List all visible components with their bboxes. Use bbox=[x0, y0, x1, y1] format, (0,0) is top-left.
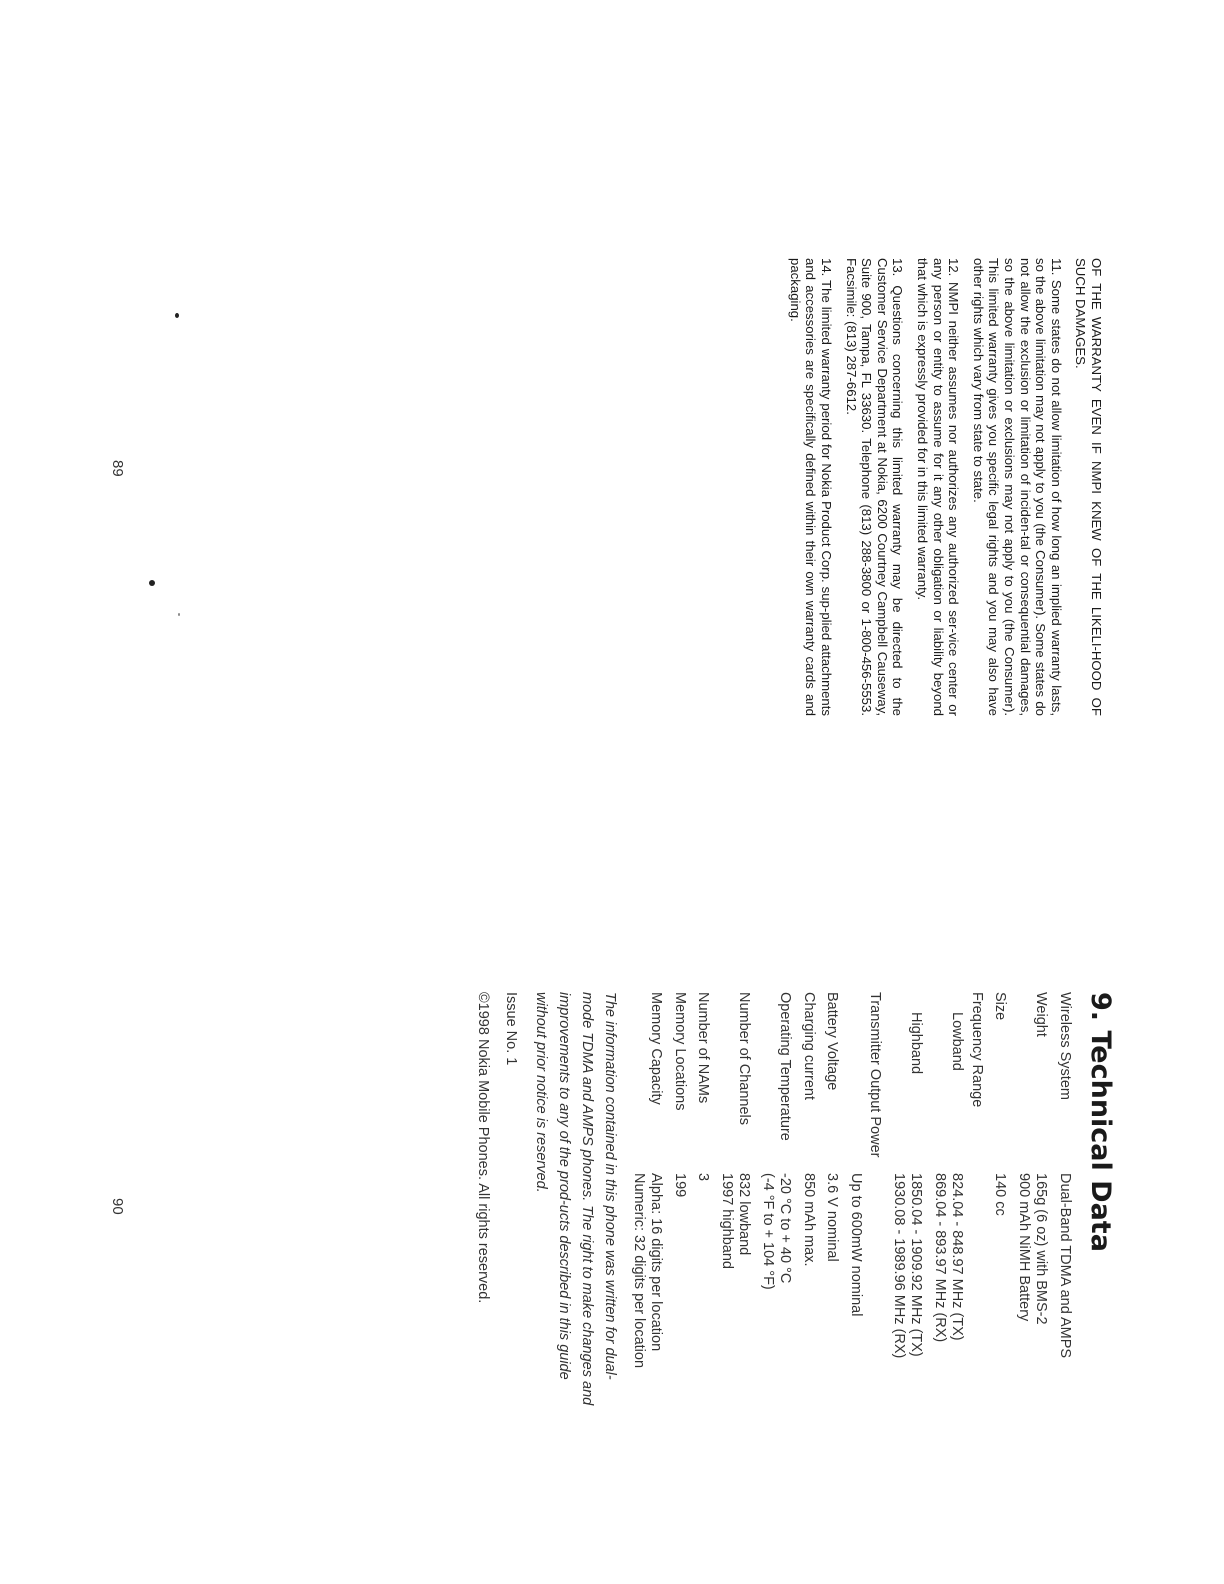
warranty-paragraph-11: 11. Some states do not allow limitation of how long an implied warranty lasts, so the above limitation may not apply to you (the Consumer). Some states do not allow the exclusion or limitation of inciden-tal or consequential damages, so the above limitation or exclusions may not apply to you (the Consumer). This limited warranty gives you specific legal rights and you may also have other rights which vary from state to state. bbox=[970, 258, 1064, 716]
spec-value: 1850.04 - 1909.92 MHz (TX) bbox=[908, 1173, 925, 1357]
issue-number: Issue No. 1 bbox=[503, 992, 520, 1066]
warranty-paragraph-13: 13. Questions concerning this limited warranty may be directed to the Customer Service Department at Nokia, 6200 Courtney Campbell Causeway, Suite 900, Tampa, FL 33630. Telephone (813) 288-3800 or 1-800-456-5553. Facsimile: (813) 287-6612. bbox=[843, 258, 906, 716]
spec-value: 1930.08 - 1989.96 MHz (RX) bbox=[891, 1173, 907, 1359]
spec-label: Highband bbox=[908, 1012, 925, 1075]
spec-label: Operating Temperature bbox=[777, 992, 794, 1141]
spec-memory-capacity bbox=[630, 992, 665, 1407]
spec-value: Dual-Band TDMA and AMPS bbox=[1057, 1173, 1073, 1359]
spec-operating-temperature bbox=[759, 992, 794, 1407]
spec-value: 869.04 - 893.97 MHz (RX) bbox=[932, 1173, 948, 1343]
spec-label: Charging current bbox=[801, 992, 817, 1100]
spec-weight bbox=[1015, 992, 1050, 1407]
scan-speck bbox=[149, 580, 155, 586]
spec-value: 900 mAh NiMH Battery bbox=[1016, 1173, 1032, 1322]
spec-value: 850 mAh max. bbox=[801, 1173, 817, 1267]
spec-transmitter bbox=[847, 992, 865, 1407]
spec-battery-voltage bbox=[823, 992, 841, 1407]
scan-speck bbox=[178, 613, 180, 616]
copyright-notice: ©1998 Nokia Mobile Phones. All rights reserved. bbox=[475, 992, 492, 1304]
spec-value: Numeric: 32 digits per location bbox=[631, 1173, 647, 1369]
spec-value: Up to 600mW nominal bbox=[848, 1173, 864, 1317]
spec-value: 832 lowband bbox=[736, 1173, 753, 1256]
warranty-paragraph-damages: OF THE WARRANTY EVEN IF NMPI KNEW OF THE LIKELI-HOOD OF SUCH DAMAGES. bbox=[1073, 258, 1104, 716]
spec-value: 140 cc bbox=[992, 1173, 1009, 1216]
spec-value: 165g (6 oz) with BMS-2 bbox=[1033, 1173, 1050, 1325]
disclaimer-text: The information contained in this phone was written for dual-mode TDMA and AMPS phones. The right to make changes and improvements to any of the prod-ucts described in this guide without prior notice is reserved. bbox=[533, 992, 619, 1406]
spec-lowband bbox=[931, 992, 966, 1407]
spec-label: Memory Capacity bbox=[648, 992, 665, 1105]
left-page-text bbox=[778, 258, 1104, 716]
spec-label: Number of NAMs bbox=[695, 992, 712, 1104]
spec-label: Weight bbox=[1033, 992, 1050, 1037]
right-page-technical-data bbox=[466, 992, 1117, 1407]
spec-label: Number of Channels bbox=[736, 992, 753, 1125]
spec-transmitter-label: Transmitter Output Power bbox=[867, 992, 884, 1158]
spec-label: Wireless System bbox=[1057, 992, 1073, 1100]
spec-charging-current bbox=[800, 992, 818, 1407]
spec-value: 824.04 - 848.97 MHz (TX) bbox=[949, 1173, 966, 1341]
spec-label: Battery Voltage bbox=[824, 992, 841, 1091]
spec-label: Lowband bbox=[949, 1012, 966, 1071]
spec-channels bbox=[718, 992, 753, 1407]
spec-value: 1997 highband bbox=[719, 1173, 735, 1269]
spec-highband bbox=[890, 992, 925, 1407]
spec-value: 3.6 V nominal bbox=[824, 1173, 841, 1262]
warranty-paragraph-14: 14. The limited warranty period for Nokia Product Corp. sup-plied attachments and accessories are specifically defined within their own warranty cards and packaging. bbox=[787, 258, 835, 716]
page-title: 9. Technical Data bbox=[1085, 992, 1116, 1252]
scan-speck bbox=[175, 313, 179, 318]
spec-wireless-system bbox=[1056, 992, 1074, 1407]
spec-memory-locations bbox=[671, 992, 689, 1407]
spec-frequency-range-label: Frequency Range bbox=[969, 992, 985, 1108]
spec-label: Size bbox=[992, 992, 1009, 1021]
warranty-paragraph-12: 12. NMPI neither assumes nor authorizes any authorized ser-vice center or any person or entity to assume for it any other obligation or liability beyond that which is expressly provided for in this limited warranty. bbox=[915, 258, 962, 716]
spec-value: Alpha: 16 digits per location bbox=[648, 1173, 665, 1352]
spec-nams bbox=[694, 992, 712, 1407]
page-number-right: 90 bbox=[109, 1198, 126, 1215]
spec-size bbox=[991, 992, 1009, 1407]
spec-value: -20 °C to + 40 °C bbox=[777, 1173, 794, 1284]
spec-value: 199 bbox=[672, 1173, 688, 1198]
page-number-left: 89 bbox=[109, 460, 126, 477]
spec-value: 3 bbox=[695, 1173, 712, 1182]
spec-label: Memory Locations bbox=[672, 992, 688, 1111]
spec-value: (-4 °F to + 104 °F) bbox=[760, 1173, 776, 1290]
